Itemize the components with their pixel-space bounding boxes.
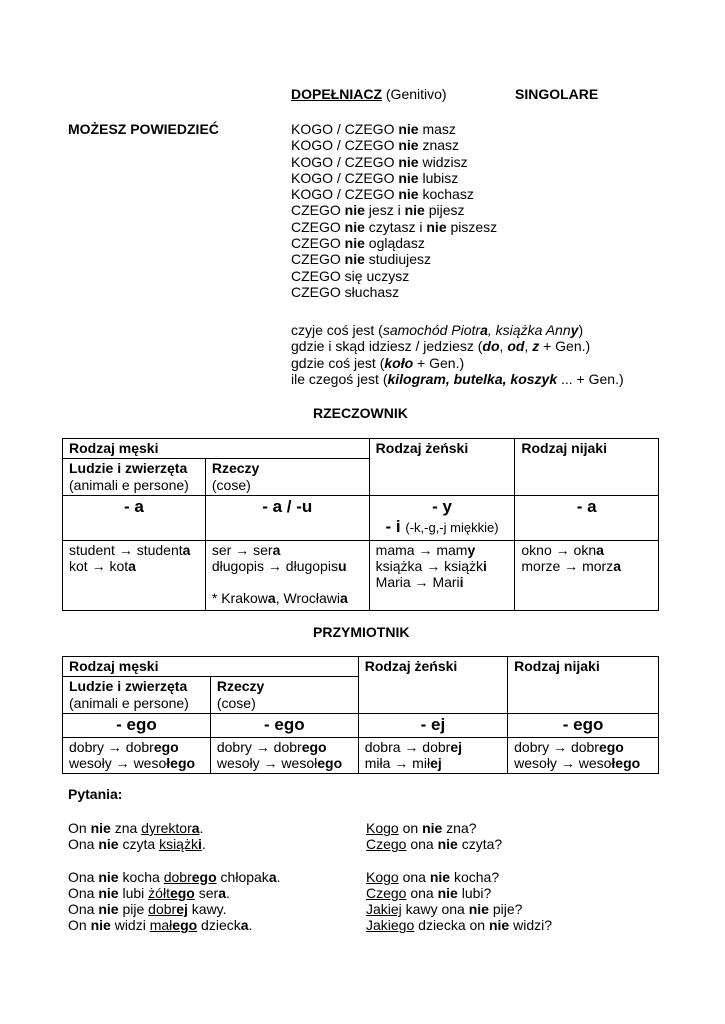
example-line	[212, 542, 363, 558]
noun-fem-header: Rodzaj żeński	[369, 439, 515, 496]
noun-ending-things: - a / -u	[205, 495, 369, 540]
adj-section-title: PRZYMIOTNIK	[313, 624, 410, 640]
text-run: dobra → dobr	[364, 738, 451, 755]
text-run: masz	[418, 121, 456, 137]
sentence	[68, 869, 281, 885]
negation: nie	[398, 137, 419, 154]
text-run: CZEGO	[291, 218, 345, 235]
ending: a	[128, 558, 136, 575]
text-run: książk	[159, 836, 198, 853]
example-line	[365, 755, 501, 771]
example-line	[69, 755, 204, 771]
text-run: lubisz	[418, 169, 459, 186]
text-run: ona	[406, 836, 438, 853]
text-run: lubi	[118, 884, 149, 901]
questions-title: Pytania:	[68, 786, 123, 802]
text-run: nie	[468, 901, 489, 918]
question-row	[68, 901, 668, 917]
phrase-line	[291, 154, 497, 170]
noun-section-title: RZECZOWNIK	[313, 405, 408, 421]
text-run: .	[199, 820, 204, 836]
adj-masc-header: Rodzaj męski	[63, 657, 359, 677]
ending: i	[459, 574, 464, 591]
ending: ej	[450, 738, 463, 755]
text-run: kocha?	[450, 868, 500, 885]
phrase-line	[291, 121, 497, 137]
text-run: nie	[98, 901, 119, 918]
question	[366, 917, 552, 933]
noun-things-header: Rzeczy (cose)	[205, 459, 369, 496]
phrase-list	[291, 121, 497, 300]
negation: nie	[426, 218, 447, 235]
phrase-line	[291, 170, 497, 186]
ending: u	[337, 558, 347, 575]
example-line	[69, 739, 204, 755]
noun-things-note: * Krakowa, Wrocławia	[211, 590, 348, 607]
text-run: studiujesz	[364, 251, 432, 268]
text-run: Jakiej	[366, 901, 402, 918]
example-line	[521, 542, 652, 558]
text-run: CZEGO słuchasz	[291, 283, 400, 300]
usage-line-4: ile czegoś jest (kilogram, butelka, koszyk ... + Gen.)	[291, 371, 624, 387]
text-run: .	[201, 836, 206, 853]
text-run: dobry → dobr	[216, 738, 302, 755]
text-run: KOGO / CZEGO	[291, 153, 399, 170]
text-run: Ona	[68, 901, 99, 918]
text-run: mał	[149, 917, 173, 934]
text-run: Jakiego	[366, 917, 415, 934]
title-dopelniacz: DOPEŁNIACZ	[291, 86, 382, 102]
ending: ej	[430, 755, 442, 772]
ending: łego	[611, 755, 641, 772]
text-run: jesz i	[364, 202, 405, 219]
text-run: nie	[90, 917, 111, 934]
question-row	[68, 836, 668, 852]
text-run: a	[268, 868, 277, 885]
ending: y	[467, 541, 476, 558]
phrase-line	[291, 284, 497, 300]
example-line	[365, 739, 501, 755]
text-run: Ona	[68, 868, 99, 885]
text-run: a	[218, 884, 226, 901]
text-run: dobry → dobr	[69, 738, 154, 755]
ending: ego	[153, 738, 179, 755]
adj-ending-things: - ego	[210, 713, 358, 737]
negation: nie	[398, 121, 419, 137]
text-run: pije?	[488, 901, 523, 918]
section-title	[291, 86, 447, 102]
noun-ending-fem: - y - i (-k,-g,-j miękkie)	[369, 495, 515, 540]
noun-ending-neut: - a	[515, 495, 659, 540]
text-run: KOGO / CZEGO	[291, 137, 399, 154]
adj-ending-neut: - ego	[508, 713, 659, 737]
text-run: KOGO / CZEGO	[291, 186, 399, 203]
question	[366, 836, 502, 852]
example-line	[69, 558, 199, 574]
text-run: On	[68, 820, 91, 836]
text-run: Kogo	[366, 820, 399, 836]
text-run: nie	[437, 836, 458, 853]
text-run: żółt	[148, 884, 170, 901]
ending: ego	[301, 738, 327, 755]
question-row	[68, 917, 668, 933]
example-line	[212, 558, 363, 574]
text-run: widzisz	[418, 153, 468, 170]
phrase-line	[291, 219, 497, 235]
text-run: kawy ona	[401, 901, 469, 918]
text-run: dyrektor	[141, 820, 192, 836]
text-run: czyta?	[457, 836, 503, 853]
example-line	[521, 558, 652, 574]
text-run: ego	[172, 917, 198, 934]
text-run: miła → mił	[364, 755, 431, 772]
questions-block	[68, 820, 668, 934]
text-run: mama → mam	[375, 541, 468, 558]
text-run: Kogo	[366, 868, 399, 885]
negation: nie	[344, 202, 365, 219]
example-line	[514, 739, 652, 755]
question-row	[68, 820, 668, 836]
text-run: książka → książk	[375, 558, 484, 575]
usage-line-2: gdzie i skąd idziesz / jedziesz (do, od, z + Gen.)	[291, 338, 591, 354]
text-run: znasz	[418, 137, 460, 154]
text-run: oglądasz	[364, 235, 425, 252]
noun-ending-people: - a	[63, 495, 206, 540]
text-run: ej	[176, 901, 188, 918]
text-run: widzi?	[509, 917, 553, 934]
text-run: nie	[422, 820, 443, 836]
noun-examples-neut	[515, 540, 659, 610]
noun-neut-header: Rodzaj nijaki	[515, 439, 659, 496]
question-row	[68, 869, 668, 885]
text-run: morze → morz	[521, 558, 614, 575]
text-run: kot → kot	[69, 558, 129, 575]
adj-ending-fem: - ej	[358, 713, 507, 737]
negation: nie	[404, 202, 425, 219]
number-label: SINGOLARE	[515, 86, 599, 102]
text-run: ser	[194, 884, 219, 901]
text-run: widzi	[110, 917, 150, 934]
text-run: zna	[110, 820, 142, 836]
sentence	[68, 885, 230, 901]
example-line	[217, 739, 352, 755]
sentence	[68, 901, 227, 917]
text-run: student → student	[69, 541, 183, 558]
text-run: Czego	[366, 884, 407, 901]
adj-examples-people	[63, 737, 211, 774]
negation: nie	[344, 251, 365, 268]
sentence	[68, 917, 252, 933]
negation: nie	[398, 153, 419, 170]
text-run: KOGO / CZEGO	[291, 121, 399, 137]
text-run: on	[398, 820, 423, 836]
phrase-line	[291, 268, 497, 284]
noun-examples-fem	[369, 540, 515, 610]
text-run: nie	[90, 820, 111, 836]
negation: nie	[398, 169, 419, 186]
question	[366, 820, 477, 836]
sentence	[68, 836, 206, 852]
phrase-line	[291, 251, 497, 267]
ending: a	[596, 541, 604, 558]
text-run: zna?	[442, 820, 477, 836]
text-run: kocha	[118, 868, 164, 885]
text-run: nie	[437, 884, 458, 901]
question	[366, 901, 522, 917]
text-run: dziecka on	[414, 917, 489, 934]
text-run: kawy.	[187, 901, 227, 918]
text-run: lubi?	[457, 884, 492, 901]
negation: nie	[344, 218, 365, 235]
adj-examples-fem	[358, 737, 507, 774]
left-label: MOŻESZ POWIEDZIEĆ	[68, 121, 219, 137]
text-run: nie	[98, 836, 119, 853]
noun-examples-people	[63, 540, 206, 610]
text-run: nie	[98, 884, 119, 901]
ending: a	[182, 541, 191, 558]
text-run: i	[197, 836, 202, 853]
usage-line-3: gdzie coś jest (koło + Gen.)	[291, 355, 465, 371]
text-run: długopis → długopis	[211, 558, 338, 575]
text-run: Ona	[68, 836, 99, 853]
text-run: dzieck	[197, 917, 241, 934]
ending: ego	[317, 755, 343, 772]
adj-examples-things	[210, 737, 358, 774]
text-run: Czego	[366, 836, 407, 853]
example-line	[376, 542, 509, 558]
text-run: a	[240, 917, 249, 934]
text-run: wesoły → weso	[514, 755, 612, 772]
adj-neut-header: Rodzaj nijaki	[508, 657, 659, 714]
adj-examples-neut	[508, 737, 659, 774]
text-run: pije	[118, 901, 149, 918]
text-run: czytasz i	[364, 218, 427, 235]
text-run: KOGO / CZEGO	[291, 169, 399, 186]
text-run: ego	[191, 868, 217, 885]
negation: nie	[344, 235, 365, 252]
noun-table	[62, 438, 659, 611]
example-line	[69, 542, 199, 558]
text-run: CZEGO	[291, 202, 345, 219]
ending: a	[613, 558, 621, 575]
example-line	[376, 574, 509, 590]
noun-people-header: Ludzie i zwierzęta (animali e persone)	[63, 459, 206, 496]
text-run: ser → ser	[211, 541, 273, 558]
example-line	[376, 558, 509, 574]
sentence	[68, 820, 203, 836]
text-run: pijesz	[424, 202, 465, 219]
adj-table	[62, 656, 659, 774]
adj-fem-header: Rodzaj żeński	[358, 657, 507, 714]
text-run: ona	[406, 884, 438, 901]
text-run: nie	[429, 868, 451, 885]
ending: łego	[166, 755, 196, 772]
adj-ending-people: - ego	[63, 713, 211, 737]
text-run: CZEGO	[291, 251, 345, 268]
adj-people-header: Ludzie i zwierzęta (animali e persone)	[63, 677, 211, 714]
text-run: kochasz	[418, 186, 474, 203]
text-run: nie	[488, 917, 510, 934]
text-run: ona	[398, 868, 430, 885]
question-row	[68, 885, 668, 901]
usage-line-1: czyje coś jest (samochód Piotra, książka Anny)	[291, 322, 584, 338]
text-run: a	[191, 820, 200, 836]
text-run: Ona	[68, 884, 99, 901]
text-run: okno → okn	[521, 541, 597, 558]
text-run: wesoły → wesoł	[216, 755, 318, 772]
phrase-line	[291, 137, 497, 153]
ending: ego	[598, 738, 624, 755]
example-line	[217, 755, 352, 771]
text-run: dobry → dobr	[514, 738, 599, 755]
negation: nie	[398, 186, 419, 203]
phrase-line	[291, 186, 497, 202]
text-run: CZEGO	[291, 235, 345, 252]
ending: a	[272, 541, 281, 558]
text-run: On	[68, 917, 91, 934]
text-run: ego	[169, 884, 195, 901]
text-run: CZEGO się uczysz	[291, 267, 410, 284]
text-run: piszesz	[446, 218, 498, 235]
phrase-line	[291, 202, 497, 218]
text-run: .	[248, 917, 253, 934]
title-genitivo: (Genitivo)	[385, 86, 447, 102]
phrase-line	[291, 235, 497, 251]
text-run: dobr	[163, 868, 192, 885]
text-run: Maria → Mari	[375, 574, 460, 591]
text-run: dobr	[148, 901, 177, 918]
text-run: .	[226, 884, 230, 901]
text-run: wesoły → weso	[69, 755, 167, 772]
adj-things-header: Rzeczy (cose)	[210, 677, 358, 714]
example-line	[514, 755, 652, 771]
text-run: chłopak	[216, 868, 269, 885]
text-run: czyta	[118, 836, 160, 853]
text-run: .	[276, 868, 281, 885]
question	[366, 869, 499, 885]
ending: i	[483, 558, 487, 575]
question	[366, 885, 491, 901]
text-run: nie	[98, 868, 119, 885]
noun-masc-header: Rodzaj męski	[63, 439, 370, 459]
noun-examples-things	[205, 540, 369, 610]
